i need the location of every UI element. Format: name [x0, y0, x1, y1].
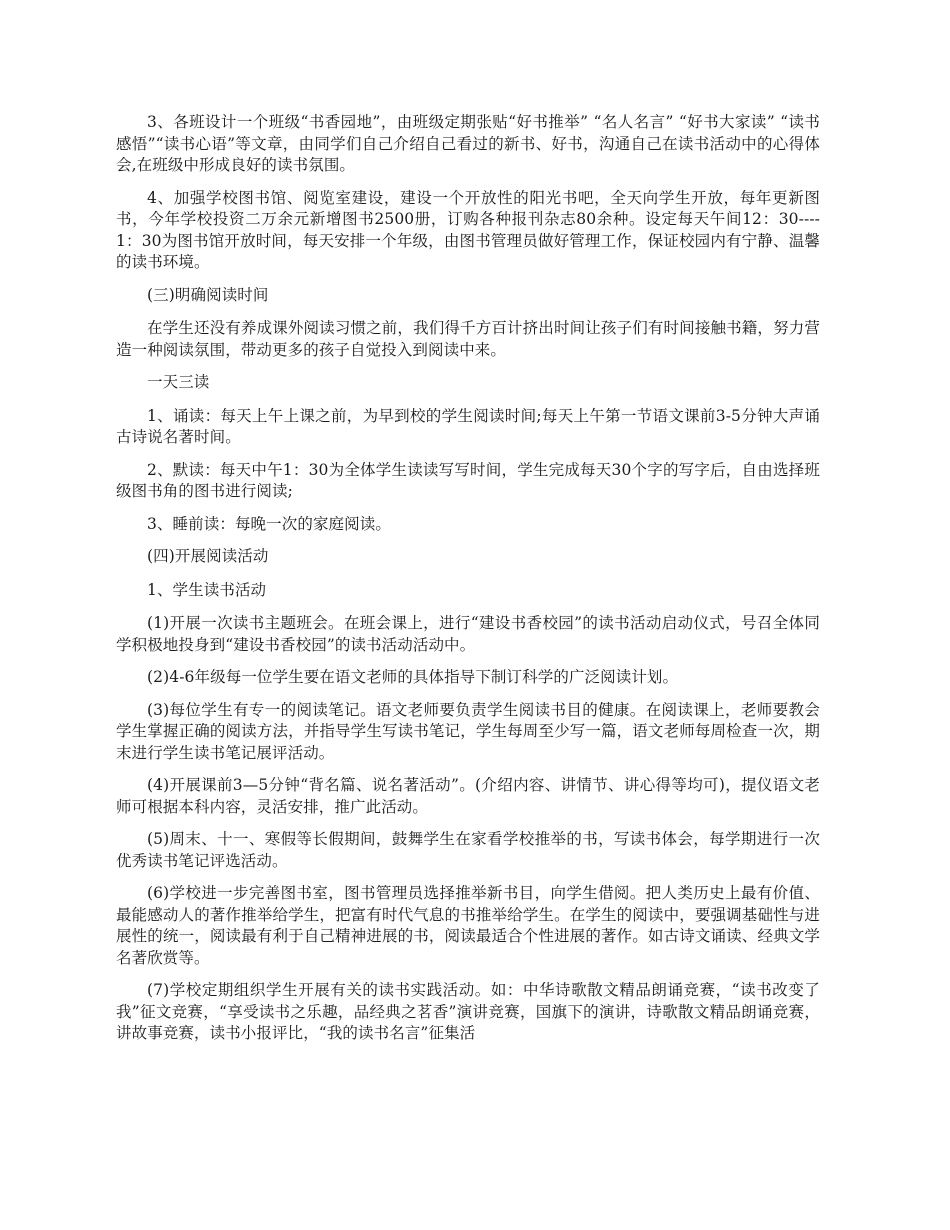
paragraph-bedtime-reading: 3、睡前读：每晚一次的家庭阅读。: [147, 514, 391, 533]
paragraph-silent-reading: 2、默读：每天中午1：30为全体学生读读写写时间，学生完成每天30个字的写字后，自由选择班级图书角的图书进行阅读;: [116, 460, 820, 500]
paragraph-activity-1: (1)开展一次读书主题班会。在班会课上，进行“建设书香校园”的读书活动启动仪式，号召全体同学积极地投身到“建设书香校园”的读书活动活动中。: [116, 614, 820, 654]
paragraph-activity-6: (6)学校进一步完善图书室，图书管理员选择推举新书目，向学生借阅。把人类历史上最有价值、最能感动人的著作推举给学生，把富有时代气息的书推举给学生。在学生的阅读中，要强调基础性与进展性的统一，阅读最有利于自己精神进展的书，阅读最适合个性进展的著作。如古诗文诵读、经典文学名著欣赏等。: [116, 884, 820, 967]
paragraph-activity-4: (4)开展课前3—5分钟“背名篇、说名著活动”。(介绍内容、讲情节、讲心得等均可)，提仪语文老师可根据本科内容，灵活安排，推广此活动。: [116, 776, 820, 816]
paragraph-activity-3: (3)每位学生有专一的阅读笔记。语文老师要负责学生阅读书目的健康。在阅读课上，老师要教会学生掌握正确的阅读方法，并指导学生写读书笔记，学生每周至少写一篇，语文老师每周检查一次，期末进行学生读书笔记展评活动。: [116, 700, 820, 762]
paragraph-activity-2: (2)4-6年级每一位学生要在语文老师的具体指导下制订科学的广泛阅读计划。: [147, 668, 679, 686]
paragraph-library-construction: 4、加强学校图书馆、阅览室建设，建设一个开放性的阳光书吧，全天向学生开放，每年更新图书，今年学校投资二万余元新增图书2500册，订购各种报刊杂志80余种。设定每天午间12：30----1：30为图书馆开放时间，每天安排一个年级，由图书管理员做好管理工作，保证校园内有宁静、温馨的读书环境。: [116, 188, 820, 271]
paragraph-class-reading-corner: 3、各班设计一个班级“书香园地”，由班级定期张贴“好书推举” “名人名言” “好书大家读” “读书感悟”“读书心语”等文章，由同学们自己介绍自己看过的新书、好书，沟通自己在读书活动中的心得体会,在班级中形成良好的读书氛围。: [116, 113, 820, 174]
paragraph-recite-reading: 1、诵读：每天上午上课之前，为早到校的学生阅读时间;每天上午第一节语文课前3-5分钟大声诵古诗说名著时间。: [116, 406, 820, 446]
paragraph-reading-time-intro: 在学生还没有养成课外阅读习惯之前，我们得千方百计挤出时间让孩子们有时间接触书籍，努力营造一种阅读氛围，带动更多的孩子自觉投入到阅读中来。: [116, 319, 820, 359]
paragraph-activity-5: (5)周末、十一、寒假等长假期间，鼓舞学生在家看学校推举的书，写读书体会，每学期进行一次优秀读书笔记评选活动。: [116, 830, 820, 870]
section-heading-reading-activities: (四)开展阅读活动: [147, 547, 269, 565]
paragraph-activity-7: (7)学校定期组织学生开展有关的读书实践活动。如：中华诗歌散文精品朗诵竞赛，“读书改变了我”征文竞赛，“享受读书之乐趣，品经典之茗香”演讲竞赛，国旗下的演讲，诗歌散文精品朗诵竞赛，讲故事竞赛，读书小报评比，“我的读书名言”征集活: [116, 981, 820, 1042]
section-heading-reading-time: (三)明确阅读时间: [147, 285, 269, 304]
subheading-three-readings: 一天三读: [147, 373, 210, 391]
subheading-student-activities: 1、学生读书活动: [147, 580, 267, 599]
